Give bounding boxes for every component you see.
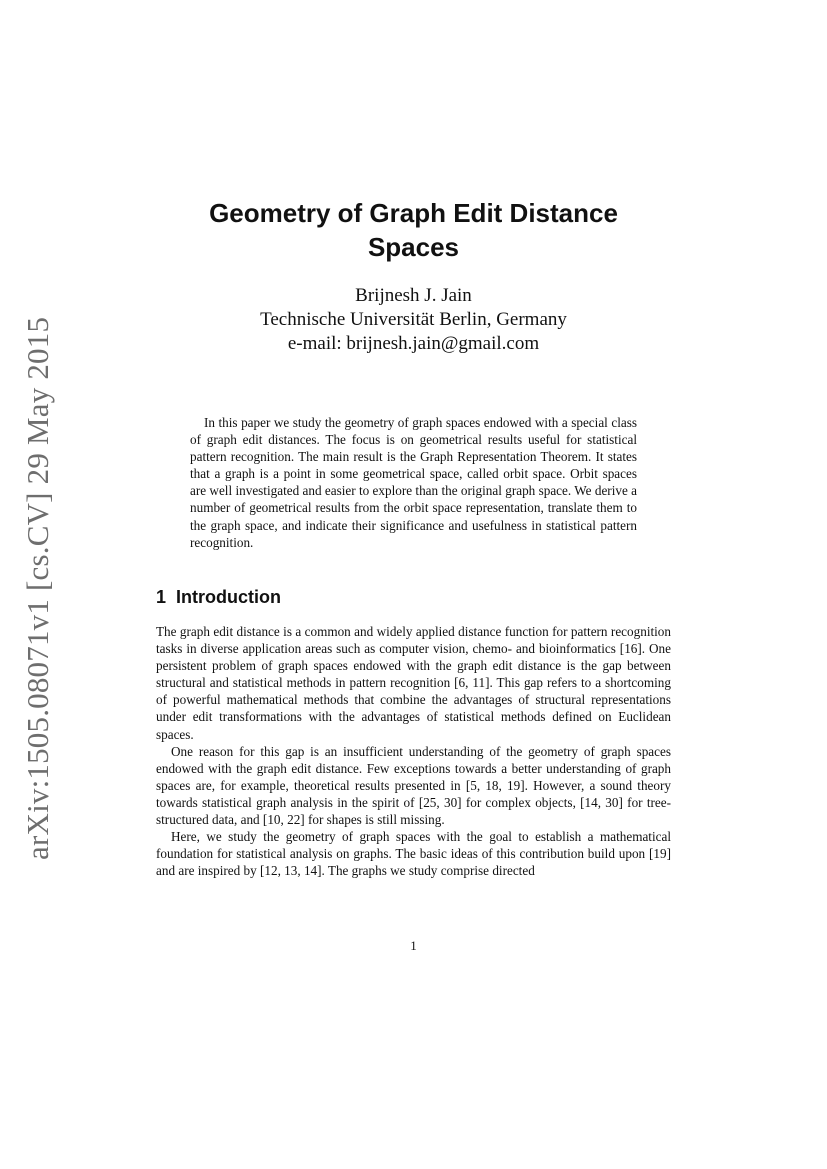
paper-title (150, 196, 677, 264)
author-block (150, 284, 677, 356)
section-heading (156, 587, 281, 608)
paragraph: One reason for this gap is an insufficient understanding of the geometry of graph spaces endowed with the graph edit distance. Few exceptions towards a better understanding of graph spaces are, for example, theoretical results presented in [5, 18, 19]. However, a sound theory towards statistical graph analysis in the spirit of [25, 30] for complex objects, [14, 30] for tree-structured data, and [10, 22] for shapes is still missing. (156, 743, 671, 828)
paragraph: The graph edit distance is a common and widely applied distance function for pattern recognition tasks in diverse application areas such as computer vision, chemo- and bioinformatics [16]. One persistent problem of graph spaces endowed with the graph edit distance is the gap between structural and statistical methods in pattern recognition [6, 11]. This gap refers to a shortcoming of powerful mathematical methods that combine the advantages of structural representations under edit transformations with the advantages of statistical methods defined on Euclidean spaces. (156, 624, 671, 742)
section-number: 1 (156, 587, 167, 607)
author-affiliation: Technische Universität Berlin, Germany (260, 309, 567, 330)
title-line-2: Spaces (367, 232, 460, 262)
author-email: e-mail: brijnesh.jain@gmail.com (287, 333, 540, 354)
page-number: 1 (410, 938, 417, 953)
title-line-1: Geometry of Graph Edit Distance (209, 198, 618, 228)
author-name: Brijnesh J. Jain (355, 285, 472, 306)
section-title: Introduction (176, 587, 281, 607)
arxiv-stamp: arXiv:1505.08071v1 [cs.CV] 29 May 2015 (20, 316, 55, 860)
abstract: In this paper we study the geometry of graph spaces endowed with a special class of graph edit distances. The focus is on geometrical results useful for statistical pattern recognition. The main result is the Graph Representation Theorem. It states that a graph is a point in some geometrical space, called orbit space. Orbit spaces are well investigated and easier to explore than the original graph space. We derive a number of geometrical results from the orbit space representation, translate them to the graph space, and indicate their significance and usefulness in statistical pattern recognition. (190, 415, 637, 550)
section-body (156, 623, 671, 879)
paragraph: Here, we study the geometry of graph spaces with the goal to establish a mathematical foundation for statistical analysis on graphs. The basic ideas of this contribution build upon [19] and are inspired by [12, 13, 14]. The graphs we study comprise directed (156, 829, 671, 879)
